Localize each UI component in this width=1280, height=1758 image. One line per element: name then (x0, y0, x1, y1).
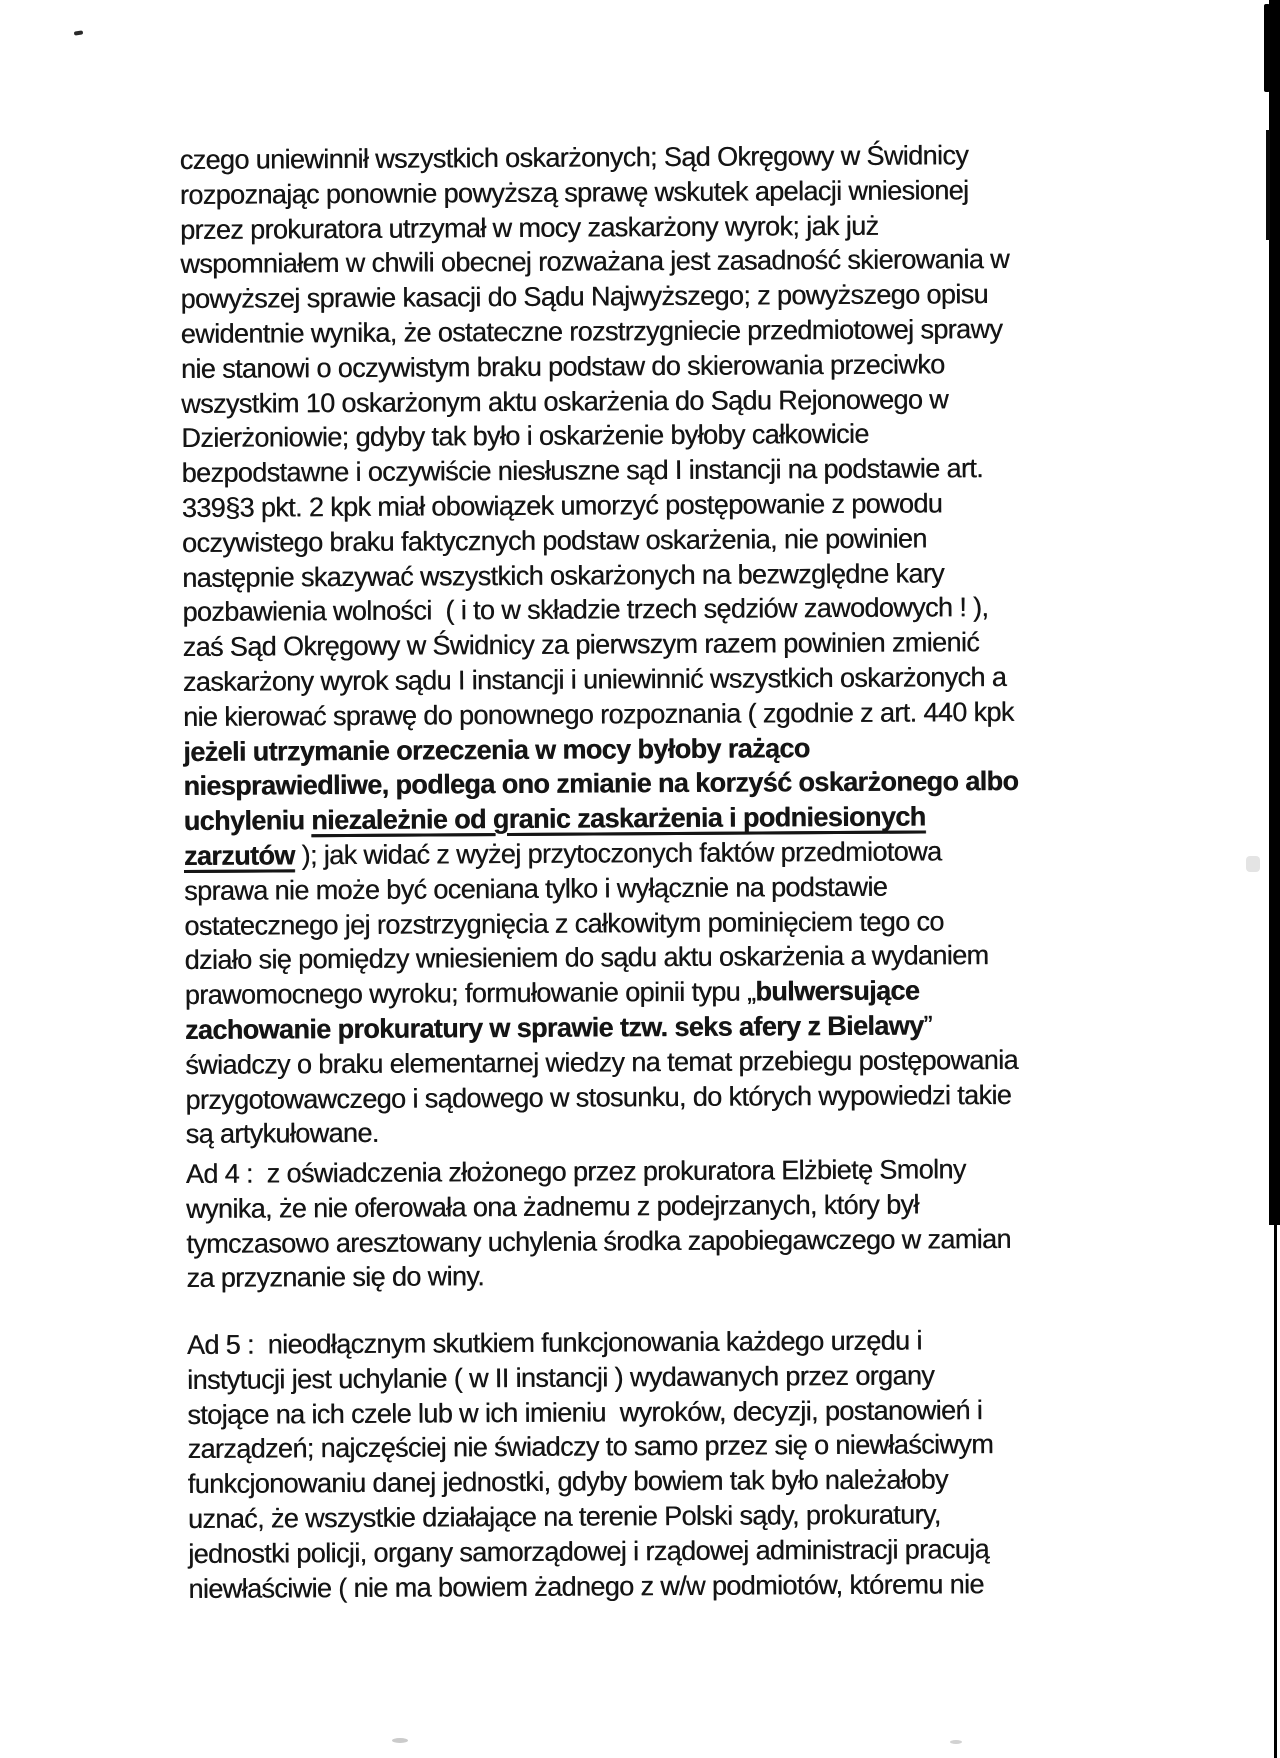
paragraph-main-argument (180, 138, 1021, 1152)
text-segment: wszystkim 10 oskarżonym aktu oskarżenia do Sądu Rejonowego w (181, 383, 949, 419)
scan-dash-mark (74, 30, 83, 35)
text-segment: czego uniewinnił wszystkich oskarżonych; Sąd Okręgowy w Świdnicy (179, 140, 969, 176)
text-segment: rozpoznając ponownie powyższą sprawę wskutek apelacji wniesionej (179, 174, 969, 210)
text-line (183, 764, 1018, 804)
text-segment: za przyznanie się do winy. (186, 1261, 485, 1294)
text-segment: są artykułowane. (185, 1118, 379, 1150)
scan-edge-line (1274, 1225, 1277, 1758)
text-segment: ewidentnie wynika, że ostateczne rozstrzygniecie przedmiotowej sprawy (180, 313, 1003, 349)
text-segment: niewłaściwie ( nie ma bowiem żadnego z w/w podmiotów, któremu nie (188, 1568, 984, 1604)
text-segment: następnie skazywać wszystkich oskarżonych na bezwzględne kary (182, 557, 945, 593)
text-line (180, 138, 1015, 178)
text-line (184, 834, 1019, 874)
text-segment: 339§3 pkt. 2 kpk miał obowiązek umorzyć postępowanie z powodu (181, 488, 943, 523)
text-line (181, 451, 1016, 491)
text-line (184, 799, 1019, 839)
text-segment: niesprawiedliwe, podlega ono zmianie na korzyść oskarżonego albo (183, 766, 1019, 802)
scan-smudge-right (950, 1740, 962, 1744)
text-segment: jeżeli utrzymanie orzeczenia w mocy byłoby rażąco (183, 732, 810, 767)
text-segment: sprawa nie może być oceniana tylko i wyłącznie na podstawie (184, 871, 888, 906)
text-segment: oczywistego braku faktycznych podstaw oskarżenia, nie powinien (181, 523, 927, 558)
text-segment: nie stanowi o oczywistym braku podstaw do skierowania przeciwko (180, 349, 945, 384)
text-line (186, 1112, 1021, 1152)
text-line (180, 277, 1015, 317)
text-segment: tymczasowo aresztowany uchylenia środka zapobiegawczego w zamian (186, 1223, 1011, 1259)
text-segment: Ad 4 : z oświadczenia złożonego przez prokuratora Elżbietę Smolny (185, 1154, 966, 1189)
text-segment: nie kierować sprawę do ponownego rozpoznania ( zgodnie z art. 440 kpk (182, 696, 1014, 732)
text-line (182, 555, 1017, 595)
text-line (186, 1187, 1011, 1227)
text-segment: niezależnie od granic zaskarżenia i podniesionych (311, 801, 926, 836)
text-line (185, 1008, 1020, 1048)
text-line (181, 312, 1016, 352)
text-line (185, 1043, 1020, 1083)
scan-noise-mark (1246, 856, 1260, 872)
text-line (180, 173, 1015, 213)
text-line (183, 660, 1018, 700)
text-line (188, 1567, 994, 1607)
text-segment: pozbawienia wolności ( i to w składzie trzech sędziów zawodowych ! ), (182, 592, 989, 628)
text-segment: ); jak widać z wyżej przytoczonych faktów przedmiotowa (294, 836, 942, 871)
text-segment: uchyleniu (183, 805, 312, 837)
text-segment: Ad 5 : nieodłącznym skutkiem funkcjonowania każdego urzędu i (186, 1325, 922, 1360)
text-line (184, 938, 1019, 978)
text-segment: wynika, że nie oferowała ona żadnemu z podejrzanych, który był (185, 1189, 919, 1224)
text-segment: zarządzeń; najczęściej nie świadczy to samo przez się o niewłaściwym (187, 1429, 994, 1465)
text-line (181, 416, 1016, 456)
text-segment: zarzutów (183, 840, 295, 871)
text-segment: ostatecznego jej rozstrzygnięcia z całkowitym pominięciem tego co (184, 905, 944, 941)
text-line (180, 208, 1015, 248)
text-segment: przez prokuratora utrzymał w mocy zaskarżony wyrok; jak już (179, 210, 879, 245)
scan-edge-ragged-mid (1266, 130, 1270, 240)
text-line (186, 1222, 1011, 1262)
text-segment: jednostki policji, organy samorządowej i rządowej administracji pracują (188, 1533, 990, 1569)
text-line (188, 1532, 994, 1572)
text-segment: bezpodstawne i oczywiście niesłuszne sąd I instancji na podstawie art. (181, 453, 984, 489)
text-segment: bulwersujące (755, 975, 920, 1007)
scan-smudge-left (392, 1738, 408, 1743)
paragraph-ad-5 (187, 1323, 994, 1606)
scan-edge-ragged-top (1264, 4, 1270, 92)
text-line (184, 903, 1019, 943)
text-line (187, 1393, 993, 1433)
text-line (180, 242, 1015, 282)
text-line (182, 590, 1017, 630)
text-segment: zachowanie prokuratury w sprawie tzw. seks afery z Bielawy (184, 1010, 924, 1045)
text-segment: zaś Sąd Okręgowy w Świdnicy za pierwszym razem powinien zmienić (182, 627, 980, 663)
text-segment: uznać, że wszystkie działające na terenie Polski sądy, prokuratury, (187, 1499, 941, 1534)
text-line (182, 486, 1017, 526)
document-text-block (179, 0, 1110, 1758)
text-line (182, 521, 1017, 561)
text-segment: instytucji jest uchylanie ( w II instancji ) wydawanych przez organy (187, 1360, 935, 1395)
text-line (183, 729, 1018, 769)
text-line (188, 1497, 994, 1537)
text-segment: Dzierżoniowie; gdyby tak było i oskarżenie byłoby całkowicie (181, 419, 869, 454)
text-line (185, 973, 1020, 1013)
text-line (183, 695, 1018, 735)
scan-edge-strip (1269, 0, 1280, 1225)
text-line (187, 1358, 993, 1398)
text-line (184, 869, 1019, 909)
text-line (183, 625, 1018, 665)
text-segment: działo się pomiędzy wniesieniem do sądu aktu oskarżenia a wydaniem (184, 940, 989, 976)
text-line (188, 1462, 994, 1502)
paragraph-ad-4 (186, 1152, 1011, 1296)
text-segment: wspomniałem w chwili obecnej rozważana jest zasadność skierowania w (180, 244, 1010, 280)
text-segment: przygotowawczego i sądowego w stosunku, do których wypowiedzi takie (185, 1079, 1012, 1115)
text-line (186, 1152, 1011, 1192)
text-line (187, 1323, 993, 1363)
text-line (186, 1256, 1011, 1296)
text-line (187, 1427, 993, 1467)
text-line (185, 1077, 1020, 1117)
text-line (181, 381, 1016, 421)
text-segment: funkcjonowaniu danej jednostki, gdyby bowiem tak było należałoby (187, 1464, 948, 1500)
text-segment: stojące na ich czele lub w ich imieniu wyroków, decyzji, postanowień i (187, 1394, 983, 1430)
text-segment: ” (923, 1010, 932, 1041)
text-line (181, 347, 1016, 387)
text-segment: świadczy o braku elementarnej wiedzy na temat przebiegu postępowania (185, 1044, 1018, 1080)
text-segment: prawomocnego wyroku; formułowanie opinii typu „ (184, 976, 756, 1011)
text-segment: powyższej sprawie kasacji do Sądu Najwyższego; z powyższego opisu (180, 279, 988, 315)
text-segment: zaskarżony wyrok sądu I instancji i uniewinnić wszystkich oskarżonych a (182, 661, 1007, 697)
